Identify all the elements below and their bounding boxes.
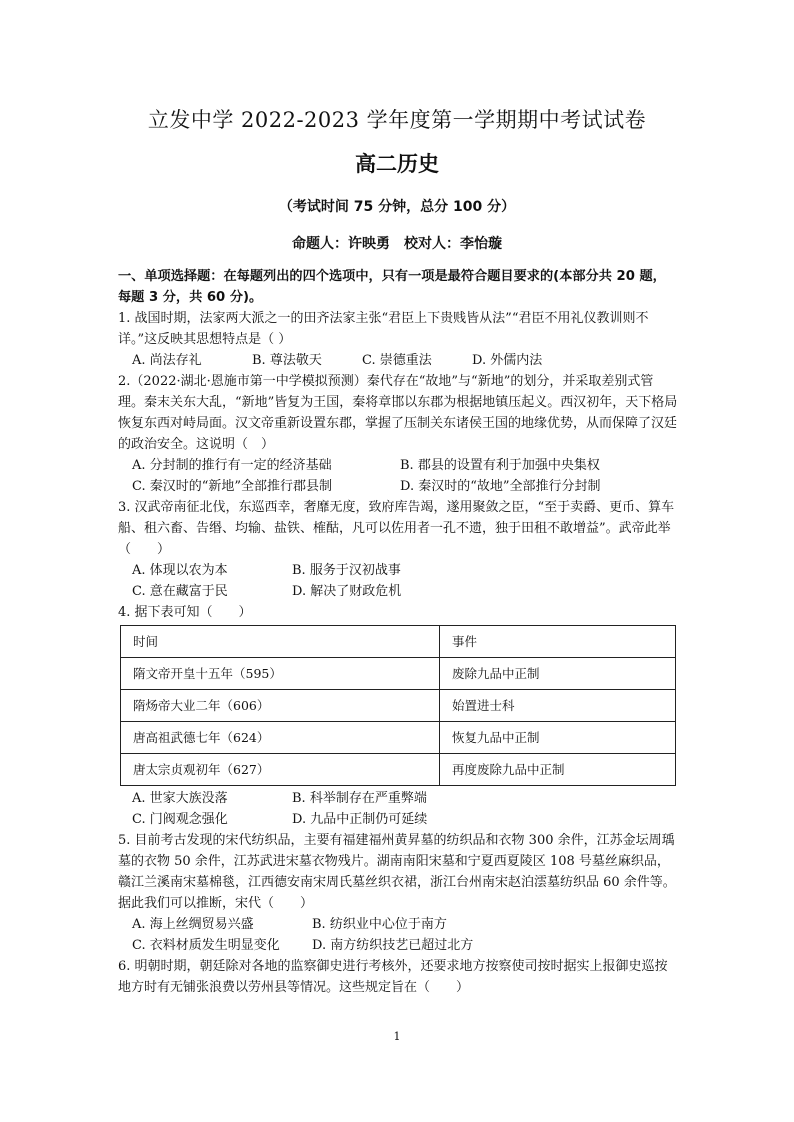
- table-header-cell: 事件: [440, 626, 676, 658]
- table-cell: 隋炀帝大业二年（606）: [121, 690, 440, 722]
- option-d: D. 解决了财政危机: [292, 584, 402, 599]
- option-d: D. 外儒内法: [472, 353, 543, 368]
- option-a: A. 体现以农为本: [132, 563, 228, 578]
- exam-info: （考试时间 75 分钟，总分 100 分）: [278, 199, 516, 215]
- table-row: [121, 658, 676, 690]
- table-row: [121, 722, 676, 754]
- question-3-options-row2: [118, 581, 678, 602]
- table-cell: 恢复九品中正制: [440, 722, 676, 754]
- question-4-options-row2: [118, 809, 678, 830]
- option-c: C. 秦汉时的“新地”全部推行郡县制: [132, 479, 333, 494]
- table-cell: 再度废除九品中正制: [440, 754, 676, 786]
- option-d: D. 秦汉时的“故地”全部推行分封制: [400, 479, 601, 494]
- question-2-stem: 2.（2022·湖北·恩施市第一中学模拟预测）秦代存在“故地”与“新地”的划分，并采取差别式管理。秦末关东大乱，“新地”皆复为王国，秦将章邯以东郡为根据地镇压起义。西汉初年，天下格局恢复东西对峙局面。汉文帝重新设置东郡，掌握了压制关东诸侯王国的地缘优势，从而保障了汉廷的政治安全。这说明（ ）: [118, 374, 678, 452]
- table-header-cell: 时间: [121, 626, 440, 658]
- table-cell: 始置进士科: [440, 690, 676, 722]
- option-a: A. 海上丝绸贸易兴盛: [132, 917, 254, 932]
- exam-content: [118, 266, 678, 998]
- question-5-options-row2: [118, 935, 678, 956]
- option-b: B. 尊法敬天: [252, 353, 322, 368]
- question-4-stem: 4. 据下表可知（ ）: [118, 605, 252, 620]
- option-b: B. 纺织业中心位于南方: [312, 917, 447, 932]
- question-5-options-row1: [118, 914, 678, 935]
- option-b: B. 科举制存在严重弊端: [292, 791, 427, 806]
- question-1-options: [118, 350, 678, 371]
- dynasty-table: [120, 625, 676, 786]
- option-c: C. 门阀观念强化: [132, 812, 228, 827]
- table-cell: 唐太宗贞观初年（627）: [121, 754, 440, 786]
- table-cell: 废除九品中正制: [440, 658, 676, 690]
- question-6-stem: 6. 明朝时期，朝廷除对各地的监察御史进行考核外，还要求地方按察使司按时据实上报御史巡按地方时有无铺张浪费以劳州县等情况。这些规定旨在（ ）: [118, 959, 668, 995]
- option-a: A. 尚法存礼: [132, 353, 202, 368]
- option-b: B. 服务于汉初战事: [292, 563, 401, 578]
- authors-line: 命题人：许映勇 校对人：李怡璇: [292, 236, 502, 252]
- question-3-options-row1: [118, 560, 678, 581]
- question-2-options-row1: [118, 455, 678, 476]
- option-a: A. 分封制的推行有一定的经济基础: [132, 458, 332, 473]
- question-5-stem: 5. 目前考古发现的宋代纺织品，主要有福建福州黄昇墓的纺织品和衣物 300 余件，江苏金坛周瑀墓的衣物 50 余件，江苏武进宋墓衣物残片。湖南南阳宋墓和宁夏西夏陵区 108 号墓丝麻织品，赣江兰溪南宋墓棉毯，江西德安南宋周氏墓丝织衣裙，浙江台州南宋赵泊澐墓纺织品 60 余件等。据此我们可以推断，宋代（ ）: [118, 833, 676, 911]
- exam-title: 立发中学 2022-2023 学年度第一学期期中考试试卷: [147, 108, 647, 132]
- table-cell: 唐高祖武德七年（624）: [121, 722, 440, 754]
- option-d: D. 南方纺织技艺已超过北方: [312, 938, 474, 953]
- option-a: A. 世家大族没落: [132, 791, 228, 806]
- option-c: C. 衣料材质发生明显变化: [132, 938, 280, 953]
- question-2-options-row2: [118, 476, 678, 497]
- table-cell: 隋文帝开皇十五年（595）: [121, 658, 440, 690]
- question-1-stem: 1. 战国时期，法家两大派之一的田齐法家主张“君臣上下贵贱皆从法”“君臣不用礼仪教训则不详。”这反映其思想特点是（ ）: [118, 311, 649, 347]
- table-row: [121, 754, 676, 786]
- table-header-row: [121, 626, 676, 658]
- question-4-options-row1: [118, 788, 678, 809]
- question-3-stem: 3. 汉武帝南征北伐，东巡西幸，奢靡无度，致府库告竭，遂用聚敛之臣，“至于卖爵、更币、算车船、租六畜、告缗、均输、盐铁、榷酤，凡可以佐用者一孔不遗，独于田租不敢增益”。武帝此举（ ）: [118, 500, 675, 557]
- subject-title: 高二历史: [355, 152, 439, 176]
- option-d: D. 九品中正制仍可延续: [292, 812, 428, 827]
- option-c: C. 意在藏富于民: [132, 584, 228, 599]
- table-row: [121, 690, 676, 722]
- section-heading: 一、单项选择题：在每题列出的四个选项中，只有一项是最符合题目要求的(本部分共 20 题，每题 3 分，共 60 分)。: [118, 269, 666, 305]
- page-number: 1: [393, 1030, 401, 1043]
- option-c: C. 崇德重法: [362, 353, 432, 368]
- option-b: B. 郡县的设置有利于加强中央集权: [400, 458, 600, 473]
